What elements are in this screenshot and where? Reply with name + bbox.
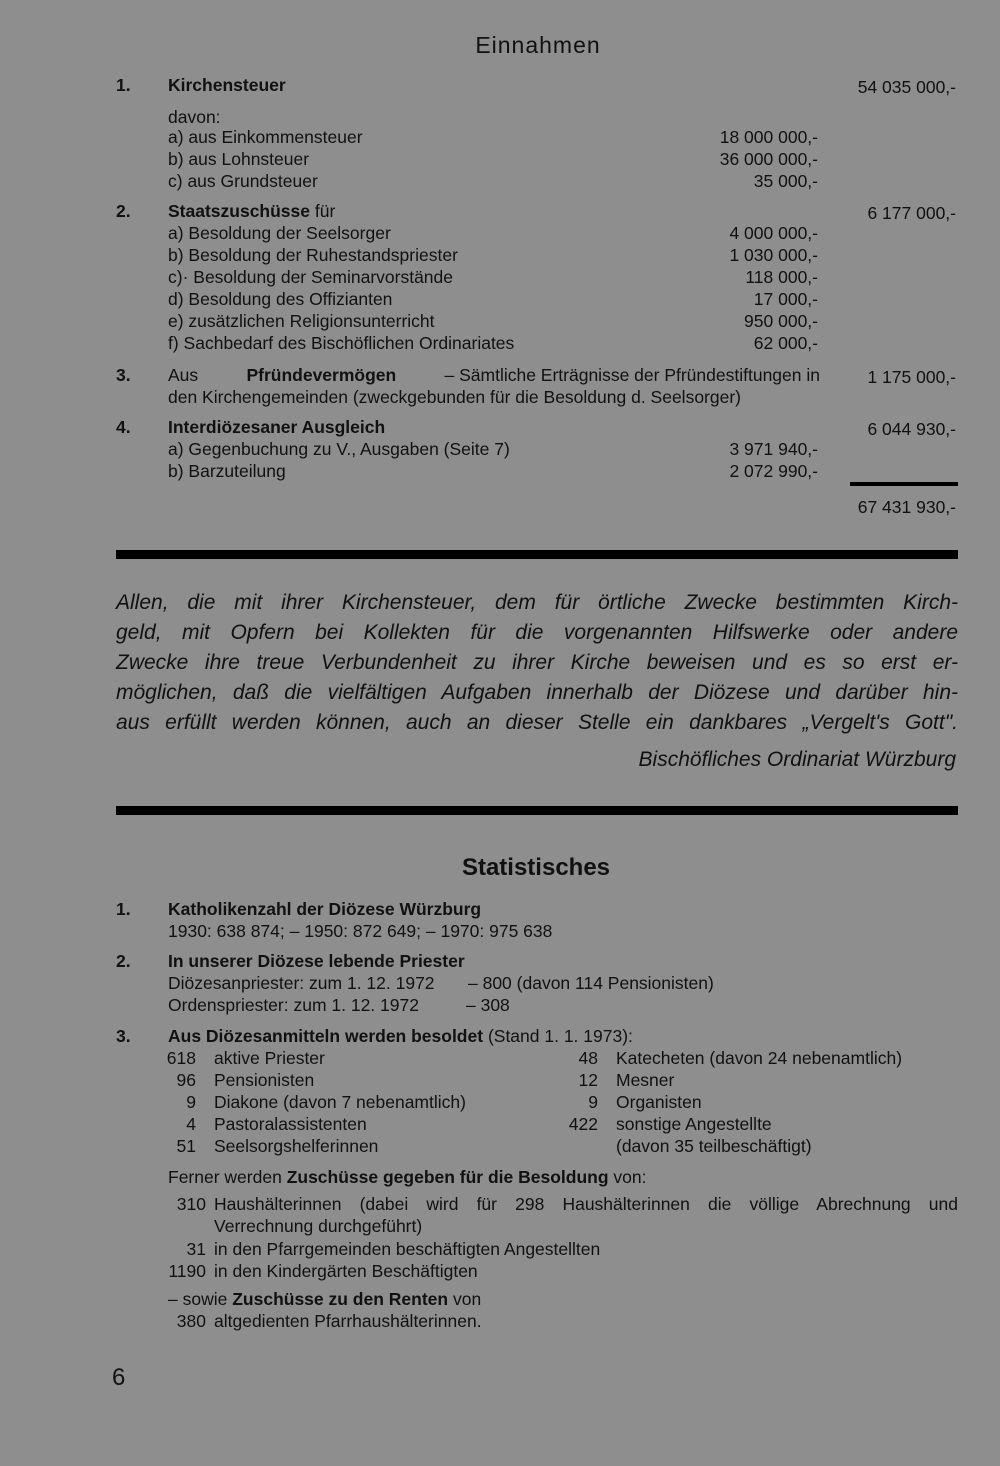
item-3-line1 bbox=[168, 364, 820, 386]
ferner-pre: Ferner werden bbox=[168, 1167, 282, 1187]
stat-3-right-text: sonstige Angestellte bbox=[616, 1114, 772, 1134]
item-2-number: 2. bbox=[116, 201, 131, 221]
item-3-rest1: – Sämtliche Erträgnisse der Pfründestiftungen in bbox=[444, 365, 820, 385]
quote-line-2: geld, mit Opfern bei Kollekten für die vorgenannten Hilfswerke oder andere bbox=[116, 621, 958, 644]
item-2-sub-f: f) Sachbedarf des Bischöflichen Ordinariates bbox=[168, 333, 515, 353]
stat-3-right-count: 48 bbox=[578, 1048, 598, 1068]
stat-3-right-count: 12 bbox=[578, 1070, 598, 1090]
page-number: 6 bbox=[112, 1364, 126, 1391]
sowie-pre: – sowie bbox=[168, 1289, 228, 1309]
item-1-number: 1. bbox=[116, 75, 131, 95]
stat-3-right-count: 9 bbox=[588, 1092, 598, 1112]
item-3-label: Pfründevermögen bbox=[246, 365, 397, 385]
quote-line-4: möglichen, daß die vielfältigen Aufgaben innerhalb der Diözese und darüber hin- bbox=[116, 681, 958, 704]
stat-1-line: 1930: 638 874; – 1950: 872 649; – 1970: 975 638 bbox=[168, 921, 553, 941]
item-2-sub-e: e) zusätzlichen Religionsunterricht bbox=[168, 311, 435, 331]
item-2-sub-d-amount: 17 000,- bbox=[753, 289, 818, 309]
extra-text: in den Kindergärten Beschäftigten bbox=[214, 1261, 478, 1281]
stat-3-left-count: 96 bbox=[176, 1070, 196, 1090]
stat-2-heading: In unserer Diözese lebende Priester bbox=[168, 951, 465, 971]
stat-3-right-text: (davon 35 teilbeschäftigt) bbox=[616, 1136, 812, 1156]
stat-3-left-count: 9 bbox=[186, 1092, 196, 1112]
ferner-line bbox=[168, 1166, 647, 1188]
stat-2-line2-value: – 308 bbox=[466, 995, 510, 1015]
sowie-bold: Zuschüsse zu den Renten bbox=[232, 1289, 449, 1309]
item-2-label-suffix: für bbox=[314, 201, 336, 221]
stat-3-right-text: Katecheten (davon 24 nebenamtlich) bbox=[616, 1048, 903, 1068]
item-2-label: Staatszuschüsse bbox=[168, 201, 311, 221]
stat-3-heading-wrap bbox=[168, 1025, 633, 1047]
quote-line-3: Zwecke ihre treue Verbundenheit zu ihrer Kirche beweisen und es so erst er- bbox=[116, 651, 958, 674]
stat-1-heading: Katholikenzahl der Diözese Würzburg bbox=[168, 899, 482, 919]
stat-3-left-count: 618 bbox=[166, 1048, 196, 1068]
item-1-sub-c-amount: 35 000,- bbox=[753, 171, 818, 191]
item-3-number: 3. bbox=[116, 365, 131, 385]
last-count: 380 bbox=[176, 1311, 206, 1331]
einnahmen-title: Einnahmen bbox=[475, 32, 601, 58]
stat-3-left-count: 4 bbox=[186, 1114, 196, 1134]
item-2-sub-c-amount: 118 000,- bbox=[745, 267, 818, 287]
stat-2-line2-label: Ordenspriester: zum 1. 12. 1972 bbox=[168, 995, 419, 1015]
stat-3-right-text: Mesner bbox=[616, 1070, 675, 1090]
sowie-line bbox=[168, 1288, 481, 1310]
item-3-pre: Aus bbox=[168, 365, 199, 385]
statistisches-title: Statistisches bbox=[461, 854, 611, 881]
item-2-sub-f-amount: 62 000,- bbox=[753, 333, 818, 353]
stat-3-left-count: 51 bbox=[176, 1136, 196, 1156]
quote-line-5: aus erfüllt werden können, auch an dieser Stelle ein dankbares „Vergelt's Gott". bbox=[116, 711, 958, 734]
stat-3-heading: Aus Diözesanmitteln werden besoldet bbox=[168, 1026, 484, 1046]
item-2-sub-d: d) Besoldung des Offizianten bbox=[168, 289, 393, 309]
stat-3-right-count: 422 bbox=[568, 1114, 598, 1134]
item-2-sub-a-amount: 4 000 000,- bbox=[729, 223, 818, 243]
item-4-sub-a-amount: 3 971 940,- bbox=[729, 439, 818, 459]
sum-rule bbox=[850, 482, 958, 486]
quote-signature: Bischöfliches Ordinariat Würzburg bbox=[638, 748, 956, 771]
extra-count: 31 bbox=[186, 1239, 206, 1259]
item-1-sub-c: c) aus Grundsteuer bbox=[168, 171, 318, 191]
item-4-total: 6 044 930,- bbox=[867, 419, 956, 439]
item-1-sub-b: b) aus Lohnsteuer bbox=[168, 149, 310, 169]
item-1-intro: davon: bbox=[168, 107, 221, 127]
section-divider bbox=[116, 806, 958, 815]
item-2-sub-b-amount: 1 030 000,- bbox=[729, 245, 818, 265]
item-1-sub-a-amount: 18 000 000,- bbox=[719, 127, 818, 147]
item-4-sub-b-amount: 2 072 990,- bbox=[729, 461, 818, 481]
item-1-label: Kirchensteuer bbox=[168, 75, 286, 95]
item-2-sub-a: a) Besoldung der Seelsorger bbox=[168, 223, 391, 243]
stat-2-line1-label: Diözesanpriester: zum 1. 12. 1972 bbox=[168, 973, 435, 993]
stat-2-line1-value: – 800 (davon 114 Pensionisten) bbox=[468, 973, 714, 993]
item-3-total: 1 175 000,- bbox=[867, 367, 956, 387]
item-2-sub-e-amount: 950 000,- bbox=[744, 311, 818, 331]
item-3-rest2: den Kirchengemeinden (zweckgebunden für die Besoldung d. Seelsorger) bbox=[168, 387, 742, 407]
item-4-label: Interdiözesaner Ausgleich bbox=[168, 417, 386, 437]
item-4-number: 4. bbox=[116, 417, 131, 437]
stat-2-number: 2. bbox=[116, 951, 131, 971]
item-1-total: 54 035 000,- bbox=[857, 77, 956, 97]
item-2-total: 6 177 000,- bbox=[867, 203, 956, 223]
extra-text-cont: Verrechnung durchgeführt) bbox=[214, 1216, 423, 1236]
extra-count: 1190 bbox=[168, 1261, 206, 1281]
item-2-sub-c: c)· Besoldung der Seminarvorstände bbox=[168, 267, 454, 287]
quote-line-1: Allen, die mit ihrer Kirchensteuer, dem für örtliche Zwecke bestimmten Kirch- bbox=[116, 591, 958, 614]
stat-3-left-text: Pastoralassistenten bbox=[214, 1114, 367, 1134]
ferner-bold: Zuschüsse gegeben für die Besoldung bbox=[286, 1167, 609, 1187]
extra-text: Haushälterinnen (dabei wird für 298 Haushälterinnen die völlige Abrechnung und bbox=[214, 1194, 958, 1214]
item-4-sub-b: b) Barzuteilung bbox=[168, 461, 286, 481]
stat-3-right-text: Organisten bbox=[616, 1092, 702, 1112]
stat-3-left-text: Diakone (davon 7 nebenamtlich) bbox=[214, 1092, 466, 1112]
extra-count: 310 bbox=[176, 1194, 206, 1214]
stat-3-left-text: Pensionisten bbox=[214, 1070, 315, 1090]
sowie-post: von bbox=[452, 1289, 482, 1309]
item-1-sub-b-amount: 36 000 000,- bbox=[719, 149, 818, 169]
section-divider bbox=[116, 550, 958, 559]
item-1-sub-a: a) aus Einkommensteuer bbox=[168, 127, 363, 147]
grand-total: 67 431 930,- bbox=[857, 497, 956, 517]
last-text: altgedienten Pfarrhaushälterinnen. bbox=[214, 1311, 482, 1331]
stat-3-left-text: Seelsorgshelferinnen bbox=[214, 1136, 379, 1156]
extra-text: in den Pfarrgemeinden beschäftigten Angestellten bbox=[214, 1239, 601, 1259]
stat-3-number: 3. bbox=[116, 1026, 131, 1046]
stat-1-number: 1. bbox=[116, 899, 131, 919]
stat-3-left-text: aktive Priester bbox=[214, 1048, 325, 1068]
ferner-post: von: bbox=[613, 1167, 647, 1187]
item-4-sub-a: a) Gegenbuchung zu V., Ausgaben (Seite 7) bbox=[168, 439, 510, 459]
item-2-sub-b: b) Besoldung der Ruhestandspriester bbox=[168, 245, 458, 265]
stat-3-heading-suffix: (Stand 1. 1. 1973): bbox=[487, 1026, 633, 1046]
item-2-label-wrap bbox=[168, 200, 335, 222]
